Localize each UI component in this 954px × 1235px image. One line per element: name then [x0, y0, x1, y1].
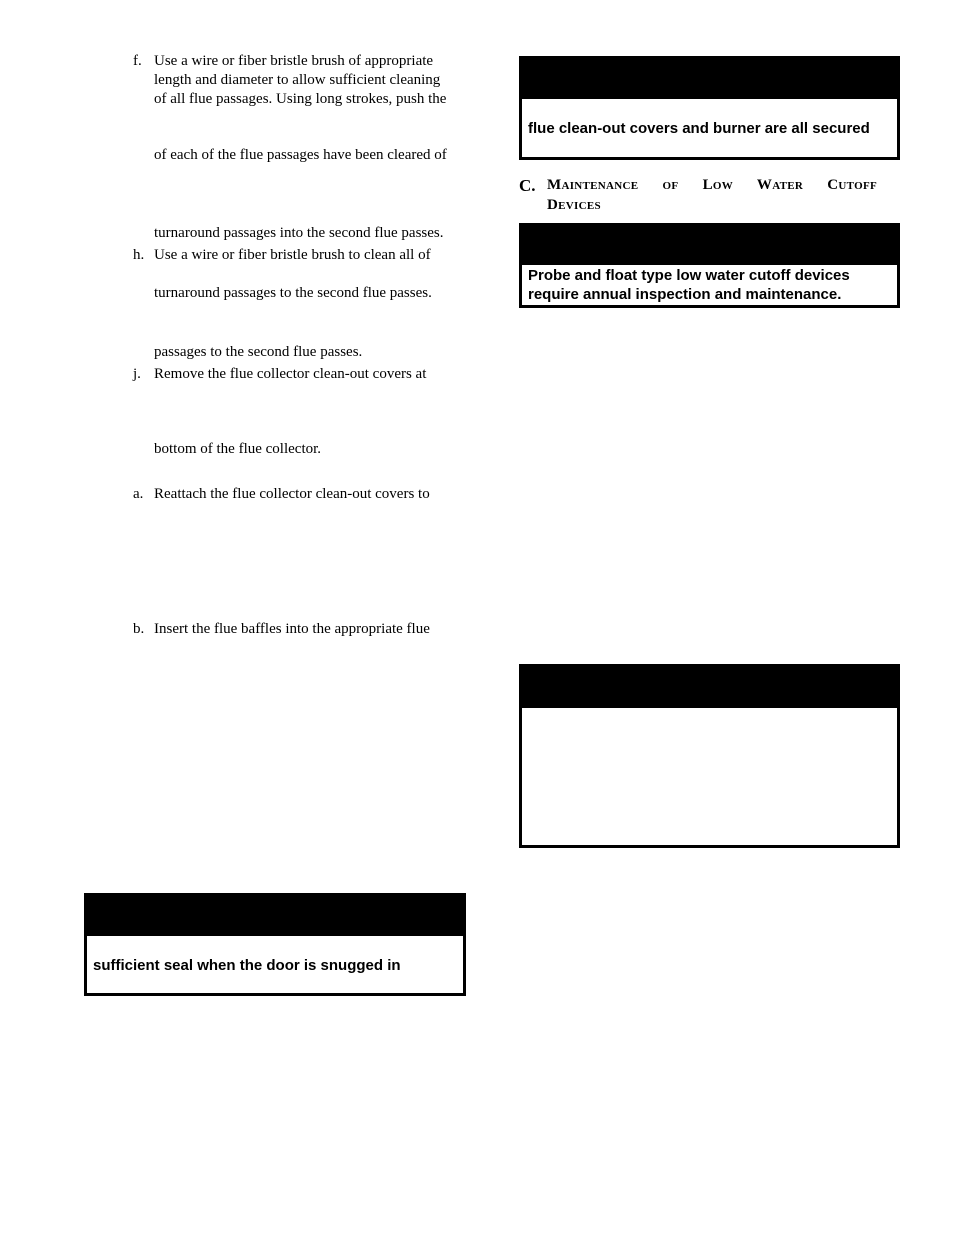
list-item-text: turnaround passages to the second flue passes. — [154, 285, 432, 301]
notice-text: sufficient seal when the door is snugged in — [93, 957, 401, 974]
section-title: Maintenance of Low Water Cutoff — [547, 177, 877, 193]
notice-header-bar — [522, 59, 897, 99]
list-item-text: of each of the flue passages have been cleared of — [154, 147, 447, 163]
section-title-continued: Devices — [547, 197, 601, 213]
notice-box-lwco — [519, 223, 900, 308]
notice-header-bar — [522, 667, 897, 708]
notice-box-covers-secured — [519, 56, 900, 160]
list-item-text: length and diameter to allow sufficient cleaning — [154, 72, 441, 88]
notice-text: flue clean-out covers and burner are all secured — [528, 120, 870, 137]
list-item-text: Use a wire or fiber bristle brush of appropriate — [154, 53, 434, 69]
notice-box-door-seal — [84, 893, 466, 996]
list-item-text: Reattach the flue collector clean-out covers to — [154, 486, 430, 502]
notice-text: Probe and float type low water cutoff devices — [528, 267, 850, 284]
list-marker: f. — [133, 53, 142, 69]
notice-text: require annual inspection and maintenance. — [528, 286, 842, 303]
list-item-text: turnaround passages into the second flue passes. — [154, 225, 444, 241]
list-marker: a. — [133, 486, 144, 502]
notice-header-bar — [87, 896, 463, 936]
list-item-text: of all flue passages. Using long strokes, push the — [154, 91, 447, 107]
list-item-text: Use a wire or fiber bristle brush to clean all of — [154, 247, 431, 263]
list-item-text: Remove the flue collector clean-out covers at — [154, 366, 427, 382]
list-item-text: Insert the flue baffles into the appropriate flue — [154, 621, 430, 637]
list-marker: h. — [133, 247, 145, 263]
notice-box-blank — [519, 664, 900, 848]
list-item-text: bottom of the flue collector. — [154, 441, 322, 457]
list-marker: b. — [133, 621, 145, 637]
section-letter: C. — [519, 176, 536, 195]
notice-header-bar — [522, 226, 897, 265]
list-item-text: passages to the second flue passes. — [154, 344, 363, 360]
list-marker: j. — [133, 366, 141, 382]
